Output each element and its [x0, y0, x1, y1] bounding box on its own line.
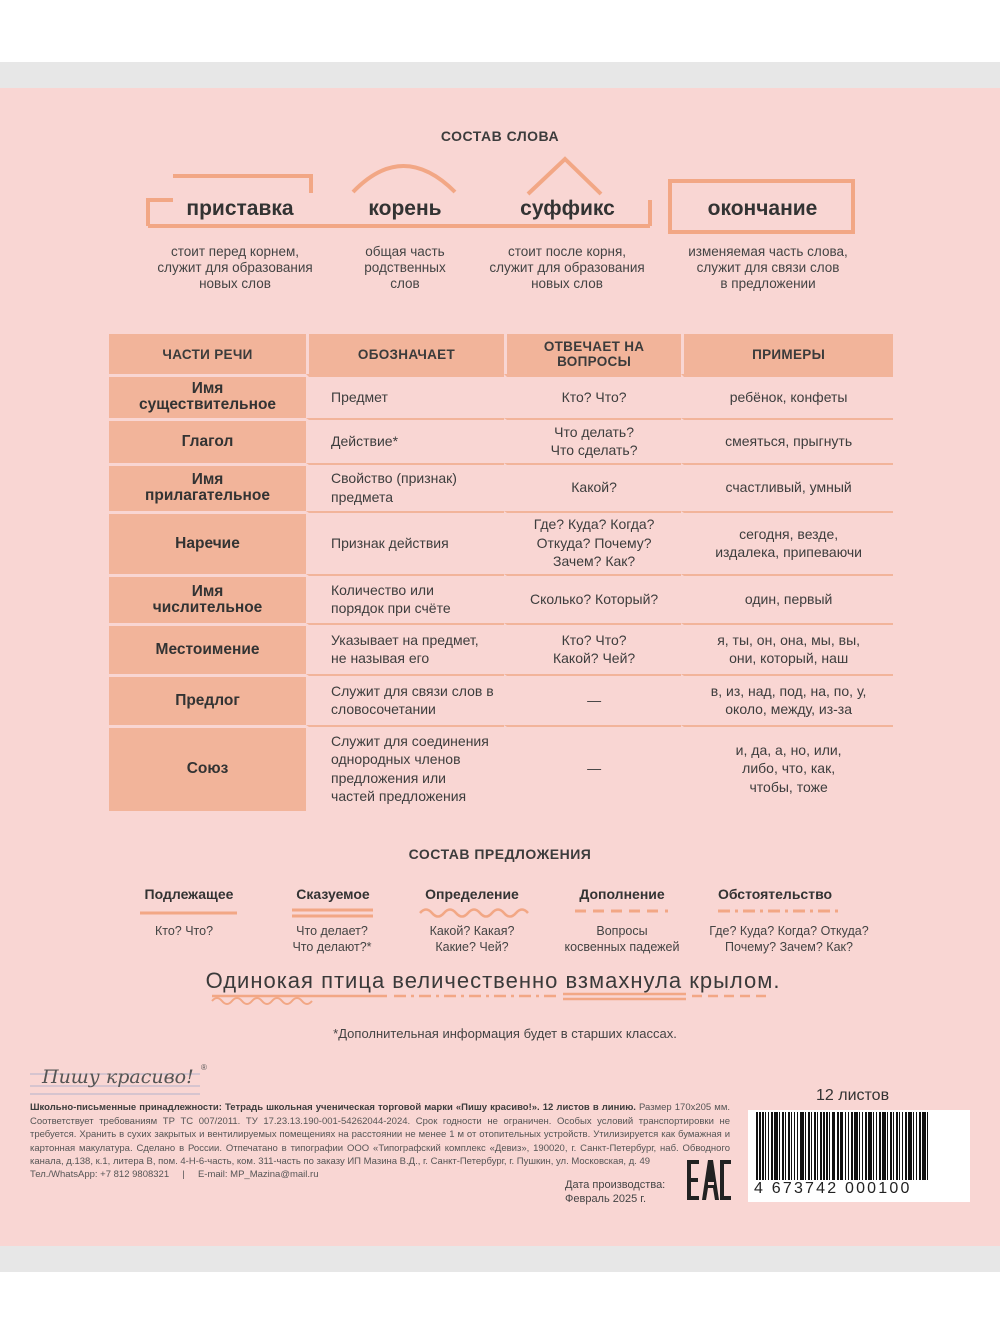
barcode-bar [820, 1112, 822, 1180]
pos-meaning: Служит для связи слов в словосочетании [306, 674, 504, 725]
barcode-bar [848, 1112, 849, 1180]
barcode-bar [913, 1112, 914, 1180]
barcode-bar [859, 1112, 860, 1180]
sheet-count: 12 листов [816, 1087, 890, 1104]
pos-questions: Где? Куда? Когда? Откуда? Почему? Зачем? Как? [504, 511, 681, 574]
table-header-row [109, 334, 893, 374]
morpheme-ending: окончание [707, 197, 818, 220]
pos-questions: Кто? Что? [504, 374, 681, 418]
barcode-bar [916, 1112, 917, 1180]
subject-questions: Кто? Что? [154, 924, 214, 938]
pos-examples: ребёнок, конфеты [681, 374, 893, 418]
attribute-questions: Какой? Какая? Какие? Чей? [429, 924, 515, 954]
header-meaning: ОБОЗНАЧАЕТ [306, 334, 504, 374]
member-attribute: Определение [425, 886, 519, 902]
barcode-bar [832, 1112, 835, 1180]
barcode-bar [814, 1112, 816, 1180]
barcode-bar [908, 1112, 912, 1180]
pos-meaning: Свойство (признак) предмета [306, 463, 504, 511]
barcode-bar [837, 1112, 839, 1180]
table-row [109, 511, 893, 574]
barcode-bar [826, 1112, 828, 1180]
pos-name: Имя существительное [109, 374, 306, 418]
example-sentence: Одинокая птица величественно взмахнула крылом. [205, 968, 781, 993]
word-composition-title: СОСТАВ СЛОВА [440, 128, 560, 144]
header-questions: ОТВЕЧАЕТ НА ВОПРОСЫ [504, 334, 681, 374]
root-description: общая часть родственных слов [364, 244, 446, 291]
predicate-questions: Что делает? Что делают?* [292, 924, 372, 954]
footnote: *Дополнительная информация будет в старших классах. [333, 1026, 677, 1041]
table-row [109, 574, 893, 623]
pos-name: Имя числительное [109, 574, 306, 623]
barcode-bar [823, 1112, 825, 1180]
barcode-bar [882, 1112, 886, 1180]
barcode-bar [794, 1112, 795, 1180]
barcode-bar [865, 1112, 867, 1180]
barcode-bar [890, 1112, 892, 1180]
pos-examples: сегодня, везде, издалека, припеваючи [681, 511, 893, 574]
pos-meaning: Действие* [306, 418, 504, 463]
adverbial-questions: Где? Куда? Когда? Откуда? Почему? Зачем? Как? [709, 924, 869, 954]
pos-questions: — [504, 674, 681, 725]
pos-name: Союз [109, 725, 306, 811]
registered-mark: ® [201, 1063, 207, 1072]
table-row [109, 725, 893, 811]
barcode-bar [879, 1112, 881, 1180]
suffix-description: стоит после корня, служит для образования новых слов [489, 244, 645, 291]
pos-examples: счастливый, умный [681, 463, 893, 511]
barcode-bar [893, 1112, 894, 1180]
object-questions: Вопросы косвенных падежей [564, 924, 680, 954]
barcode-number: 4 673742 000100 [754, 1180, 912, 1197]
barcode-bar [876, 1112, 877, 1180]
barcode-bar [829, 1112, 830, 1180]
sentence-composition-title: СОСТАВ ПРЕДЛОЖЕНИЯ [408, 846, 592, 862]
pos-examples: смеяться, прыгнуть [681, 418, 893, 463]
pos-meaning: Указывает на предмет, не называя его [306, 623, 504, 674]
barcode-bar [797, 1112, 798, 1180]
morpheme-prefix: приставка [186, 197, 294, 220]
pos-examples: в, из, над, под, на, по, у, около, между, из-за [681, 674, 893, 725]
barcode-bar [854, 1112, 858, 1180]
barcode-bar [902, 1112, 903, 1180]
morpheme-root: корень [368, 197, 442, 220]
barcode-bar [817, 1112, 818, 1180]
pos-meaning: Признак действия [306, 511, 504, 574]
pos-examples: и, да, а, но, или, либо, что, как, чтобы, тоже [681, 725, 893, 811]
barcode-bar [905, 1112, 907, 1180]
barcode [754, 1112, 968, 1180]
barcode-bar [845, 1112, 846, 1180]
barcode-bar [922, 1112, 926, 1180]
table-row [109, 623, 893, 674]
pos-meaning: Количество или порядок при счёте [306, 574, 504, 623]
barcode-bar [887, 1112, 888, 1180]
barcode-bar [782, 1112, 784, 1180]
member-object: Дополнение [579, 886, 665, 902]
barcode-bar [896, 1112, 898, 1180]
barcode-bar [791, 1112, 792, 1180]
root-arc [353, 166, 455, 192]
eac-certification-mark [686, 1158, 732, 1202]
barcode-bar [873, 1112, 874, 1180]
pos-name: Имя прилагательное [109, 463, 306, 511]
member-predicate: Сказуемое [296, 886, 370, 902]
member-adverbial: Обстоятельство [717, 886, 833, 902]
barcode-bar [805, 1112, 806, 1180]
pos-name: Глагол [109, 418, 306, 463]
suffix-caret [528, 159, 601, 194]
pos-examples: один, первый [681, 574, 893, 623]
production-date: Дата производства: Февраль 2025 г. [565, 1179, 666, 1205]
table-row [109, 674, 893, 725]
barcode-bar [771, 1112, 773, 1180]
barcode-bar [774, 1112, 778, 1180]
barcode-bar [927, 1112, 928, 1180]
barcode-bar [899, 1112, 900, 1180]
header-parts-of-speech: ЧАСТИ РЕЧИ [109, 334, 306, 374]
barcode-bar [762, 1112, 764, 1180]
pos-questions: Кто? Что? Какой? Чей? [504, 623, 681, 674]
pos-name: Местоимение [109, 623, 306, 674]
pos-name: Предлог [109, 674, 306, 725]
pos-questions: Что делать? Что сделать? [504, 418, 681, 463]
barcode-bar [862, 1112, 863, 1180]
barcode-bar [800, 1112, 804, 1180]
pos-questions: — [504, 725, 681, 811]
header-examples: ПРИМЕРЫ [681, 334, 893, 374]
contacts: Тел./WhatsApp: +7 812 9808321 | E-mail: MP_Mazina@mail.ru [30, 1169, 319, 1180]
pos-meaning: Предмет [306, 374, 504, 418]
pos-name: Наречие [109, 511, 306, 574]
brand-logo: Пишу красиво! [42, 1066, 194, 1088]
table-row [109, 418, 893, 463]
barcode-bar [765, 1112, 766, 1180]
pos-questions: Сколько? Который? [504, 574, 681, 623]
barcode-bar [840, 1112, 843, 1180]
barcode-bar [919, 1112, 921, 1180]
barcode-bar [756, 1112, 758, 1180]
prefix-description: стоит перед корнем, служит для образования новых слов [157, 244, 313, 291]
barcode-bar [768, 1112, 769, 1180]
ending-description: изменяемая часть слова, служит для связи слов в предложении [688, 244, 848, 291]
bottom-border-strip [0, 1246, 1000, 1272]
prefix-mark-top [173, 176, 311, 193]
parts-of-speech-table [109, 334, 893, 811]
barcode-bar [851, 1112, 853, 1180]
member-subject: Подлежащее [144, 886, 234, 902]
product-imprint: Школьно-письменные принадлежности: Тетрадь школьная ученическая торговой марки «Пишу красиво!». 12 листов в линию. Размер 170х205 мм. Соответствует требованиям ТР ТС 007/2011. ТУ 17.23.13.190-001-54262044-2024. Срок годности не ограничен. Особых условий транспортировки не требуется. Хранить в сухих закрытых и вентилируемых помещениях на расстоянии не менее 1 м от отопительных устройств. Утилизируется как бумажная и картонная макулатура. Сделано в России. Отпечатано в типографии ООО «Типографский комплекс «Девиз», 190020, г. Санкт-Петербург, наб. Обводного канала, д.138, к.1, литера В, пом. 4-Н-6-часть, ком. 311-часть по заказу ИП Мазина В.Д., г. Санкт-Петербург, г. Пушкин, ул. Московская, д. 49 [30, 1102, 730, 1167]
table-row [109, 374, 893, 418]
pos-examples: я, ты, он, она, мы, вы, они, который, наш [681, 623, 893, 674]
morpheme-suffix: суффикс [520, 197, 615, 220]
pos-questions: Какой? [504, 463, 681, 511]
barcode-bar [868, 1112, 872, 1180]
barcode-bar [788, 1112, 790, 1180]
barcode-bar [779, 1112, 780, 1180]
table-row [109, 463, 893, 511]
barcode-bar [785, 1112, 786, 1180]
barcode-bar [808, 1112, 810, 1180]
barcode-bar [759, 1112, 761, 1180]
barcode-bar [811, 1112, 812, 1180]
pos-meaning: Служит для соединения однородных членов предложения или частей предложения [306, 725, 504, 811]
